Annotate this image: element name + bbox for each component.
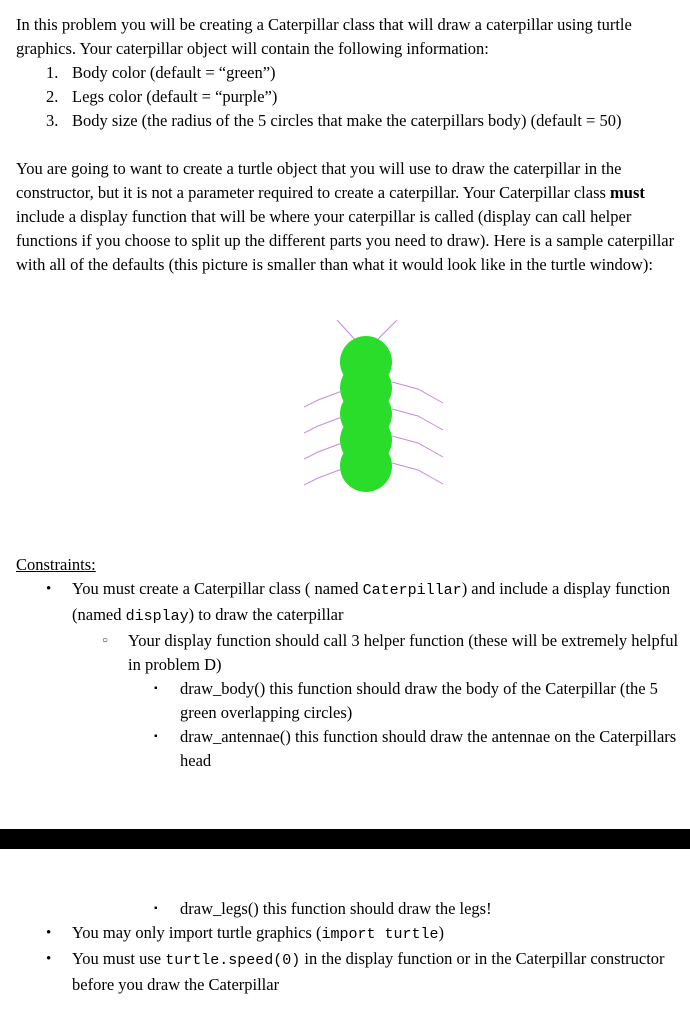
paragraph-text: You are going to want to create a turtle object that you will use to draw the caterpillar in the constructor, but it is not a parameter required to create a caterpillar. Your Caterpillar class [16, 159, 622, 202]
caterpillar-drawing [304, 317, 454, 517]
bullet-icon: ▪ [154, 903, 158, 914]
constraint-item [16, 947, 686, 997]
constraint-text: Your display function should call 3 helper function (these will be extremely helpful in problem D) [128, 631, 679, 674]
constraint-subsubitem [16, 677, 686, 725]
requirements-list [16, 61, 686, 133]
constraint-text-part: ) [438, 923, 444, 942]
list-item [16, 61, 686, 85]
constraint-text-part: You must use [72, 949, 166, 968]
code-caterpillar: Caterpillar [362, 582, 462, 599]
intro-paragraph: In this problem you will be creating a Caterpillar class that will draw a caterpillar using turtle graphics. Your caterpillar object will contain the following information: [16, 15, 632, 58]
list-item [16, 109, 686, 133]
bold-word-must: must [610, 183, 645, 202]
constraint-text-part: You may only import turtle graphics ( [72, 923, 322, 942]
constraint-text: draw_antennae() this function should draw the antennae on the Caterpillars head [180, 727, 677, 770]
code-import-turtle: import turtle [321, 926, 439, 943]
list-item-text: Body size (the radius of the 5 circles that make the caterpillars body) (default = 50) [72, 111, 622, 130]
constraint-subitem [16, 629, 686, 677]
bullet-icon: • [46, 951, 52, 967]
constraint-text: draw_legs() this function should draw the legs! [180, 899, 492, 918]
leg-left [304, 417, 342, 433]
constraint-item [16, 921, 686, 947]
caterpillar-body [340, 336, 392, 492]
bullet-icon: ▪ [154, 683, 158, 694]
bullet-icon: • [46, 925, 52, 941]
list-number: 1. [46, 63, 59, 82]
leg-left [304, 443, 342, 459]
bullet-icon: • [46, 581, 52, 597]
code-display: display [125, 608, 189, 625]
constraint-subsubitem [16, 897, 686, 921]
constraint-subsubitem [16, 725, 686, 773]
leg-right [392, 382, 443, 403]
constraints-list [16, 577, 686, 773]
code-turtle-speed: turtle.speed(0) [165, 952, 301, 969]
constraint-text-part: ) to draw the caterpillar [188, 605, 344, 624]
list-number: 3. [46, 111, 59, 130]
list-item-text: Legs color (default = “purple”) [72, 87, 278, 106]
constraints-heading: Constraints: [16, 555, 96, 574]
paragraph-text: include a display function that will be where your caterpillar is called (display can call helper functions if you choose to split up the different parts you need to draw). Here is a sample caterpillar with all of the defaults (this picture is smaller than what it would look like in the turtle window): [16, 207, 675, 274]
constraint-item [16, 577, 686, 629]
constructor-paragraph [16, 157, 686, 277]
leg-right [392, 436, 443, 457]
constraint-text [72, 921, 686, 947]
bullet-icon: ○ [102, 635, 109, 646]
list-number: 2. [46, 87, 59, 106]
constraint-text [72, 577, 686, 629]
leg-right [392, 409, 443, 430]
constraints-list-continued [16, 897, 686, 997]
leg-left [304, 391, 342, 407]
body-circle [340, 440, 392, 492]
constraint-text-part: ) and include a display function (named [72, 579, 671, 624]
bullet-icon: ▪ [154, 731, 158, 742]
constraint-text-part: You must create a Caterpillar class ( named [72, 579, 363, 598]
leg-right [392, 463, 443, 484]
list-item [16, 85, 686, 109]
constraint-text [72, 947, 686, 997]
list-item-text: Body color (default = “green”) [72, 63, 276, 82]
caterpillar-figure [304, 317, 686, 517]
page-break-bar [0, 829, 690, 849]
constraint-text-part: in the display function or in the Caterpillar constructor before you draw the Caterpillar [72, 949, 665, 994]
constraint-text: draw_body() this function should draw the body of the Caterpillar (the 5 green overlapping circles) [180, 679, 658, 722]
leg-left [304, 469, 342, 485]
